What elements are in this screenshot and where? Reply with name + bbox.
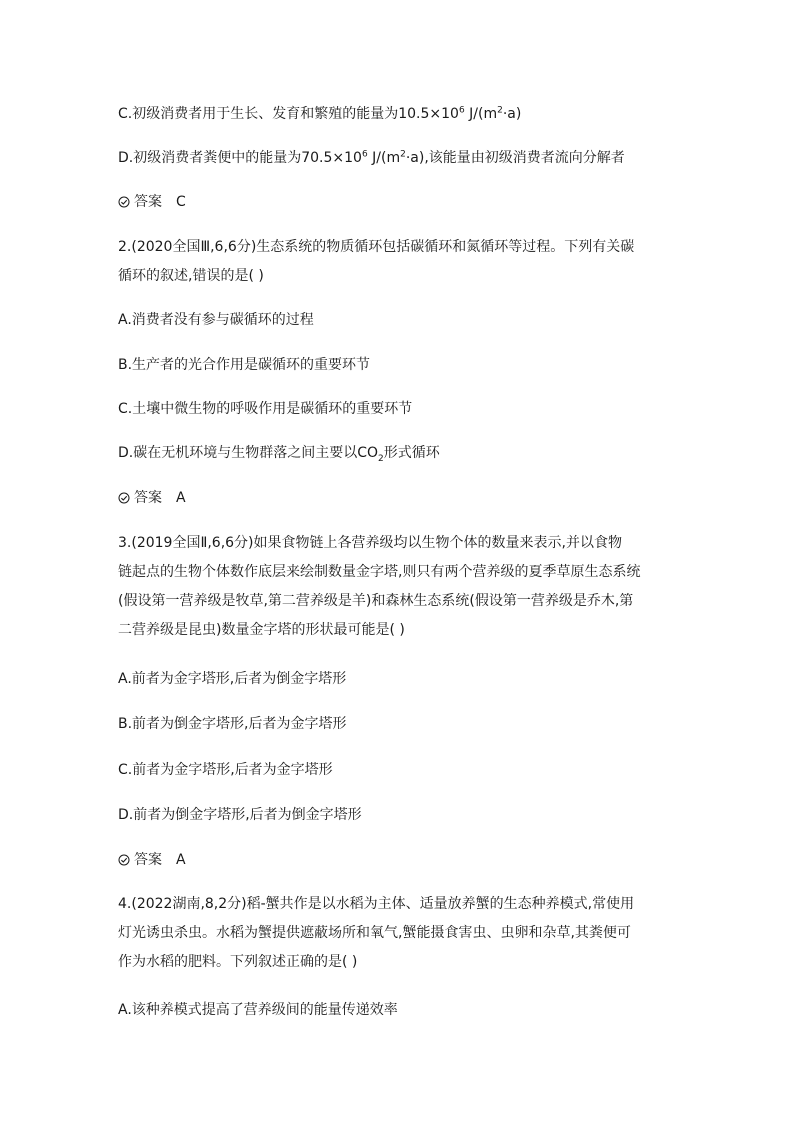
q2-option-c: C.土壤中微生物的呼吸作用是碳循环的重要环节 <box>118 401 413 417</box>
answer-label: 答案 <box>134 852 162 868</box>
q2-option-b: B.生产者的光合作用是碳循环的重要环节 <box>118 357 371 373</box>
q3-option-b: B.前者为倒金字塔形,后者为金字塔形 <box>118 716 347 732</box>
answer-value: A <box>176 490 186 506</box>
q3-answer <box>118 850 186 870</box>
q4-option-a: A.该种养模式提高了营养级间的能量传递效率 <box>118 1002 398 1018</box>
answer-value: A <box>176 852 186 868</box>
q2-option-d: D.碳在无机环境与生物群落之间主要以$CO_2$形式循环 <box>118 445 440 464</box>
q2-answer <box>118 488 186 508</box>
answer-label: 答案 <box>134 490 162 506</box>
answer-check-icon <box>118 196 130 208</box>
answer-check-icon <box>118 854 130 866</box>
q3-stem-line-2: 链起点的生物个体数作底层来绘制数量金字塔,则只有两个营养级的夏季草原生态系统 <box>118 564 641 580</box>
q4-stem-line-3: 作为水稻的肥料。下列叙述正确的是( ) <box>118 954 358 970</box>
q3-stem-line-1: 3.(2019全国Ⅱ,6,6分)如果食物链上各营养级均以生物个体的数量来表示,并以食物 <box>118 535 622 551</box>
q3-option-c: C.前者为金字塔形,后者为金字塔形 <box>118 762 333 778</box>
q2-stem-line-2: 循环的叙述,错误的是( ) <box>118 268 264 284</box>
q1-option-d: D.初级消费者粪便中的能量为$70.5\times 10^6$ $J/(m^2\cdot a)$,该能量由初级消费者流向分解者 <box>118 149 625 166</box>
q2-stem-line-1: 2.(2020全国Ⅲ,6,6分)生态系统的物质循环包括碳循环和氮循环等过程。下列有关碳 <box>118 239 635 255</box>
q2-option-a: A.消费者没有参与碳循环的过程 <box>118 312 314 328</box>
answer-check-icon <box>118 492 130 504</box>
q1-option-c: C.初级消费者用于生长、发育和繁殖的能量为$10.5\times 10^6$ $J/(m^2\cdot a)$ <box>118 105 522 122</box>
q3-stem-line-3: (假设第一营养级是牧草,第二营养级是羊)和森林生态系统(假设第一营养级是乔木,第 <box>118 593 634 609</box>
q4-stem-line-2: 灯光诱虫杀虫。水稻为蟹提供遮蔽场所和氧气,蟹能摄食害虫、虫卵和杂草,其粪便可 <box>118 925 631 941</box>
q3-option-a: A.前者为金字塔形,后者为倒金字塔形 <box>118 671 347 687</box>
q1-answer <box>118 192 186 212</box>
answer-value: C <box>176 194 186 210</box>
answer-label: 答案 <box>134 194 162 210</box>
q3-option-d: D.前者为倒金字塔形,后者为倒金字塔形 <box>118 807 362 823</box>
q3-stem-line-4: 二营养级是昆虫)数量金字塔的形状最可能是( ) <box>118 622 405 638</box>
q4-stem-line-1: 4.(2022湖南,8,2分)稻-蟹共作是以水稻为主体、适量放养蟹的生态种养模式,常使用 <box>118 896 635 912</box>
